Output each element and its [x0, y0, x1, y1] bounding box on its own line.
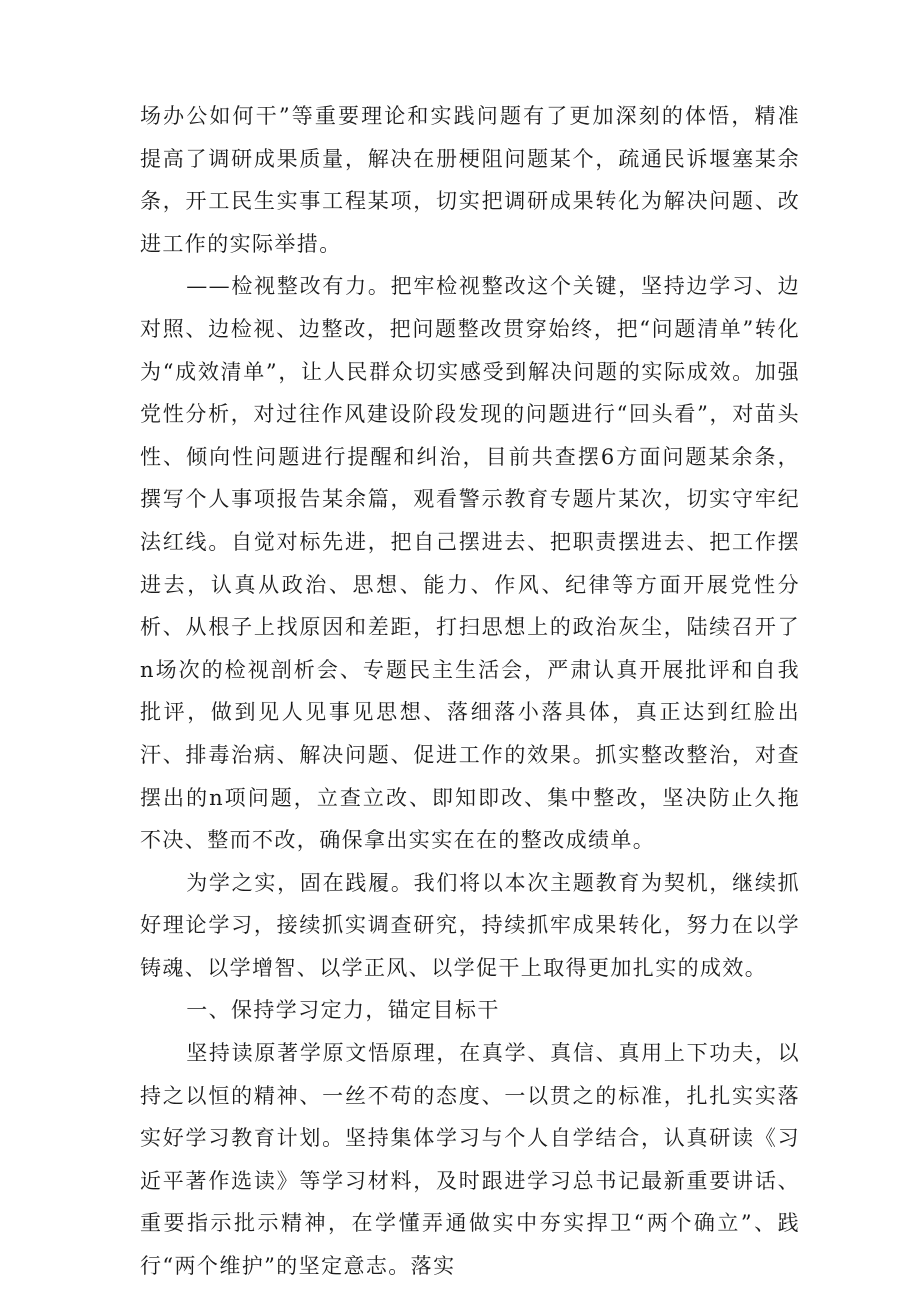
paragraph-study-plan: 坚持读原著学原文悟原理，在真学、真信、真用上下功夫，以持之以恒的精神、一丝不苟的态度、一以贯之的标准，扎扎实实落实好学习教育计划。坚持集体学习与个人自学结合，认真研读《习近平著作选读》等学习材料，及时跟进学习总书记最新重要讲话、重要指示批示精神，在学懂弄通做实中夯实捍卫“两个确立”、践行“两个维护”的坚定意志。落实 [140, 1041, 800, 1279]
paragraph-summary: 为学之实，固在践履。我们将以本次主题教育为契机，继续抓好理论学习，接续抓实调查研究，持续抓牢成果转化，努力在以学铸魂、以学增智、以学正风、以学促干上取得更加扎实的成效。 [140, 870, 800, 980]
document-body [140, 95, 800, 1288]
section-heading: 一、保持学习定力，锚定目标干 [186, 998, 500, 1023]
paragraph-inspection-rectification: ——检视整改有力。把牢检视整改这个关键，坚持边学习、边对照、边检视、边整改，把问题整改贯穿始终，把“问题清单”转化为“成效清单”，让人民群众切实感受到解决问题的实际成效。加强党性分析，对过往作风建设阶段发现的问题进行“回头看”，对苗头性、倾向性问题进行提醒和纠治，目前共查摆6方面问题某余条，撰写个人事项报告某余篇，观看警示教育专题片某次，切实守牢纪法红线。自觉对标先进，把自己摆进去、把职责摆进去、把工作摆进去，认真从政治、思想、能力、作风、纪律等方面开展党性分析、从根子上找原因和差距，打扫思想上的政治灰尘，陆续召开了n场次的检视剖析会、专题民主生活会，严肃认真开展批评和自我批评，做到见人见事见思想、落细落小落具体，真正达到红脸出汗、排毒治病、解决问题、促进工作的效果。抓实整改整治，对查摆出的n项问题，立查立改、即知即改、集中整改，坚决防止久拖不决、整而不改，确保拿出实实在在的整改成绩单。 [140, 274, 800, 853]
paragraph-continuation: 场办公如何干”等重要理论和实践问题有了更加深刻的体悟，精准提高了调研成果质量，解决在册梗阻问题某个，疏通民诉堰塞某余条，开工民生实事工程某项，切实把调研成果转化为解决问题、改进工作的实际举措。 [140, 104, 800, 256]
